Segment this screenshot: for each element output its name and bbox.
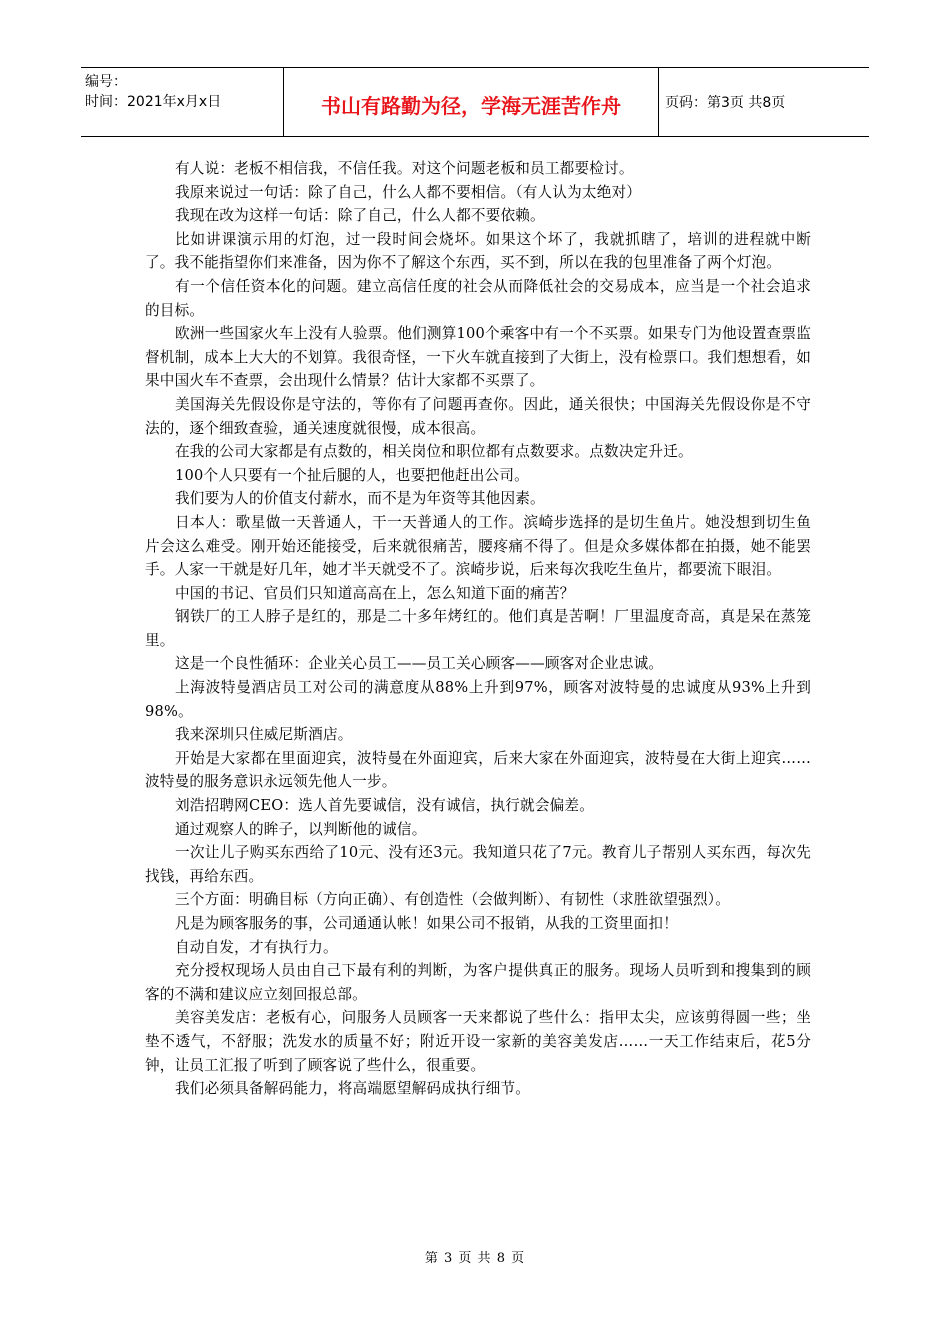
body-paragraph: 美国海关先假设你是守法的，等你有了问题再查你。因此，通关很快；中国海关先假设你是不守法的，逐个细致查验，通关速度就很慢，成本很高。 — [145, 395, 811, 437]
footer-page-number: 第 3 页 共 8 页 — [424, 1251, 526, 1266]
body-paragraph: 有一个信任资本化的问题。建立高信任度的社会从而降低社会的交易成本，应当是一个社会追求的目标。 — [145, 277, 811, 319]
date-label: 时间：2021年x月x日 — [85, 94, 222, 110]
body-paragraph: 100个人只要有一个扯后腿的人，也要把他赶出公司。 — [175, 466, 529, 484]
body-paragraph: 充分授权现场人员由自己下最有利的判断，为客户提供真正的服务。现场人员听到和搜集到的顾客的不满和建议应立刻回报总部。 — [145, 962, 811, 1003]
body-paragraph: 欧洲一些国家火车上没有人验票。他们测算100个乘客中有一个不买票。如果专门为他设置查票监督机制，成本上大大的不划算。我很奇怪，一下火车就直接到了大街上，没有检票口。我们想想看，如果中国火车不查票，会出现什么情景？估计大家都不买票了。 — [145, 325, 811, 390]
header-page-info — [659, 68, 869, 136]
body-paragraph: 开始是大家都在里面迎宾，波特曼在外面迎宾，后来大家在外面迎宾，波特曼在大街上迎宾……波特曼的服务意识永远领先他人一步。 — [145, 749, 811, 791]
body-paragraph: 有人说：老板不相信我，不信任我。对这个问题老板和员工都要检讨。 — [175, 160, 634, 177]
body-paragraph: 这是一个良性循环：企业关心员工——员工关心顾客——顾客对企业忠诚。 — [175, 655, 664, 673]
body-paragraph: 我们要为人的价值支付薪水，而不是为年资等其他因素。 — [175, 490, 545, 508]
header-meta — [81, 68, 284, 136]
body-paragraph: 三个方面：明确目标（方向正确）、有创造性（会做判断）、有韧性（求胜欲望强烈）。 — [175, 891, 731, 909]
body-paragraph: 在我的公司大家都是有点数的，相关岗位和职位都有点数要求。点数决定升迁。 — [175, 443, 693, 461]
body-paragraph: 凡是为顾客服务的事，公司通通认帐！如果公司不报销，从我的工资里面扣！ — [175, 915, 678, 932]
page-header — [81, 67, 869, 137]
body-paragraph: 比如讲课演示用的灯泡，过一段时间会烧坏。如果这个坏了，我就抓瞎了，培训的进程就中断了。我不能指望你们来准备，因为你不了解这个东西，买不到，所以在我的包里准备了两个灯泡。 — [145, 230, 811, 272]
body-paragraph: 自动自发，才有执行力。 — [175, 938, 338, 956]
page-number-label: 页码：第3页 共8页 — [665, 95, 786, 111]
body-paragraph: 上海波特曼酒店员工对公司的满意度从88%上升到97%，顾客对波特曼的忠诚度从93%上升到98%。 — [145, 679, 811, 720]
serial-number-label: 编号： — [85, 74, 127, 90]
body-paragraph: 通过观察人的眸子，以判断他的诚信。 — [175, 820, 427, 838]
body-paragraph: 日本人：歌星做一天普通人，干一天普通人的工作。滨崎步选择的是切生鱼片。她没想到切生鱼片会这么难受。刚开始还能接受，后来就很痛苦，腰疼痛不得了。但是众多媒体都在拍摄，她不能罢手。人家一干就是好几年，她才半天就受不了。滨崎步说，后来每次我吃生鱼片，都要流下眼泪。 — [145, 513, 811, 579]
page-footer — [0, 1247, 950, 1266]
document-body — [145, 157, 811, 1101]
body-paragraph: 刘浩招聘网CEO：选人首先要诚信，没有诚信，执行就会偏差。 — [175, 797, 595, 815]
body-paragraph: 我原来说过一句话：除了自己，什么人都不要相信。（有人认为太绝对） — [175, 183, 642, 201]
body-paragraph: 我现在改为这样一句话：除了自己，什么人都不要依赖。 — [175, 207, 545, 225]
body-paragraph: 钢铁厂的工人脖子是红的，那是二十多年烤红的。他们真是苦啊！厂里温度奇高，真是呆在蒸笼里。 — [145, 608, 811, 649]
body-paragraph: 中国的书记、官员们只知道高高在上，怎么知道下面的痛苦？ — [175, 584, 575, 602]
body-paragraph: 美容美发店：老板有心，问服务人员顾客一天来都说了些什么：指甲太尖，应该剪得圆一些；坐垫不透气，不舒服；洗发水的质量不好；附近开设一家新的美容美发店……一天工作结束后，花5分钟，让员工汇报了听到了顾客说了些什么，很重要。 — [145, 1009, 811, 1074]
body-paragraph: 一次让儿子购买东西给了10元、没有还3元。我知道只花了7元。教育儿子帮别人买东西，每次先找钱，再给东西。 — [145, 844, 811, 885]
body-paragraph: 我们必须具备解码能力，将高端愿望解码成执行细节。 — [175, 1080, 531, 1098]
body-paragraph: 我来深圳只住威尼斯酒店。 — [175, 726, 353, 744]
header-motto — [284, 68, 659, 136]
motto-text: 书山有路勤为径，学海无涯苦作舟 — [321, 93, 621, 118]
